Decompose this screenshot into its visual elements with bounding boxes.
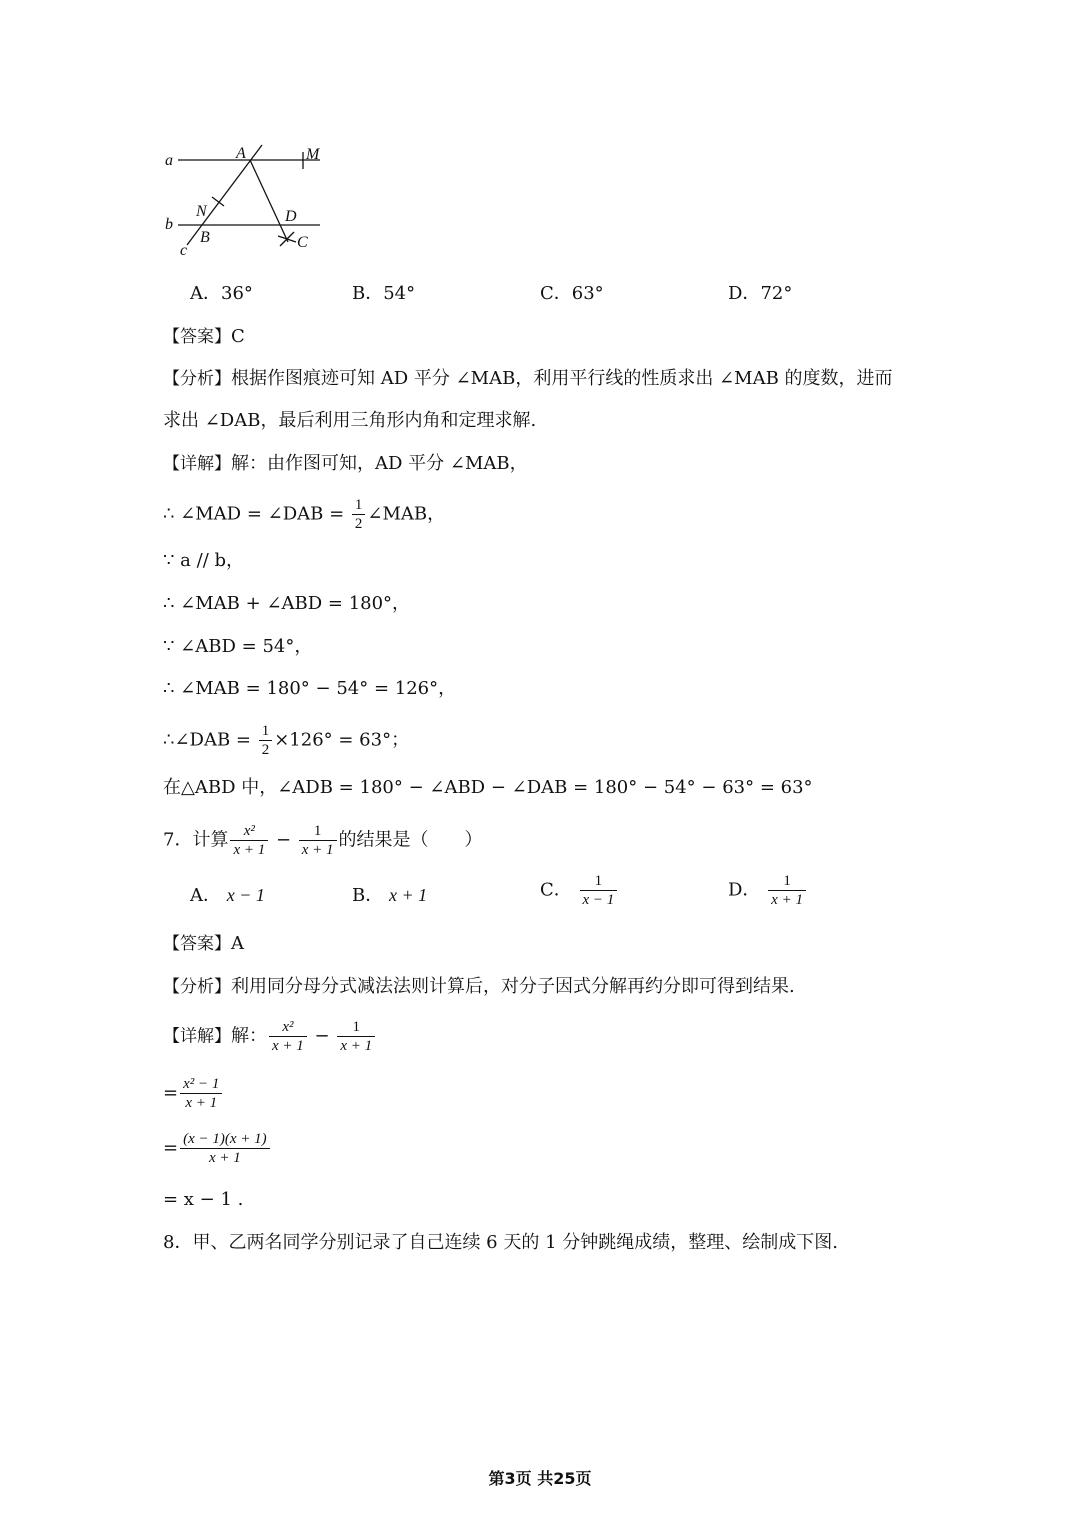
option-letter: C． — [540, 283, 572, 304]
option-letter: A． — [190, 283, 221, 304]
q6-step2: ∵ a // b， — [163, 550, 244, 571]
denominator: 2 — [354, 516, 363, 532]
q7-analysis — [163, 975, 795, 999]
q6-analysis-line1 — [163, 367, 893, 391]
fraction — [259, 722, 273, 759]
denominator: x + 1 — [185, 1095, 218, 1111]
q7-eq2: = $\frac{(x - 1)(x + 1)}{x + 1}$ — [163, 1130, 272, 1167]
fraction — [180, 1075, 222, 1112]
segment-ad — [250, 160, 288, 242]
label-c: c — [180, 242, 188, 259]
numerator: 1 — [337, 1018, 375, 1037]
detail-text: 解： — [231, 1025, 267, 1047]
label-M: M — [306, 146, 320, 163]
denominator: x + 1 — [208, 1150, 241, 1166]
numerator: 1 — [580, 872, 618, 891]
q6-step6 — [163, 722, 409, 759]
option-value: 36° — [221, 283, 253, 304]
denominator: 2 — [261, 742, 270, 758]
analysis-text: 利用同分母分式减法法则计算后，对分子因式分解再约分即可得到结果. — [231, 976, 795, 997]
label-B: B — [200, 229, 210, 246]
fraction — [580, 872, 618, 909]
q7-answer — [163, 932, 244, 956]
numerator: 1 — [299, 822, 337, 841]
analysis-text: 根据作图痕迹可知 AD 平分 ∠MAB，利用平行线的性质求出 ∠MAB 的度数，进而 — [231, 368, 893, 389]
option-letter: B． — [352, 283, 384, 304]
label-D: D — [285, 208, 297, 225]
label-a: a — [165, 152, 173, 169]
answer-value: C — [231, 326, 245, 347]
numerator: 1 — [352, 496, 366, 515]
numerator: x² − 1 — [180, 1075, 222, 1094]
fraction — [180, 1130, 270, 1167]
fraction — [352, 496, 366, 533]
geometry-figure — [160, 140, 330, 260]
option-value: 63° — [571, 283, 604, 304]
q6-option-d — [728, 282, 792, 306]
minus-sign: − — [308, 1025, 336, 1047]
question-number: 7．计算 — [163, 829, 229, 851]
fraction — [337, 1018, 375, 1055]
q6-step1 — [163, 496, 445, 533]
option-letter: A． — [190, 885, 221, 906]
denominator: x + 1 — [233, 842, 266, 858]
option-value: 54° — [383, 283, 416, 304]
answer-tag: 【答案】 — [163, 934, 231, 954]
q7-option-d — [728, 872, 808, 909]
answer-tag: 【答案】 — [163, 327, 231, 347]
q6-answer — [163, 325, 245, 349]
option-value: x − 1 — [226, 885, 265, 905]
numerator: x² — [269, 1018, 307, 1037]
denominator: x + 1 — [272, 1038, 304, 1054]
q8-stem: 8．甲、乙两名同学分别记录了自己连续 6 天的 1 分钟跳绳成绩，整理、绘制成下图. — [163, 1232, 838, 1253]
option-value: 72° — [760, 283, 793, 304]
fraction — [768, 872, 806, 909]
question-text: 的结果是（ ） — [338, 829, 483, 851]
option-letter: D． — [728, 879, 761, 901]
denominator: x + 1 — [301, 842, 334, 858]
option-letter: C． — [540, 879, 572, 901]
q7-eq3: = x − 1 . — [163, 1189, 244, 1210]
analysis-tag: 【分析】 — [163, 369, 231, 389]
detail-text: 解：由作图可知，AD 平分 ∠MAB， — [231, 453, 528, 474]
numerator: x² — [230, 822, 268, 841]
option-value: x + 1 — [388, 885, 428, 905]
numerator: 1 — [768, 872, 806, 891]
q7-eq1: = $\frac{\text{x² − 1}}{x + 1}$ — [163, 1075, 224, 1112]
q6-step5: ∴ ∠MAB = 180° − 54° = 126°， — [163, 678, 457, 699]
fraction — [230, 822, 268, 859]
denominator: x + 1 — [340, 1038, 373, 1054]
q7-option-a — [190, 883, 265, 908]
q7-option-c — [540, 872, 619, 909]
page-footer: 第3页 共25页 — [488, 1469, 592, 1488]
label-N: N — [196, 203, 207, 220]
q6-step3: ∴ ∠MAB + ∠ABD = 180°， — [163, 593, 411, 614]
step-text: ∴∠DAB = — [163, 729, 257, 751]
q7-stem — [163, 822, 483, 859]
numerator: (x − 1)(x + 1) — [180, 1130, 270, 1149]
step-text: ∴ ∠MAD = ∠DAB = — [163, 503, 350, 525]
option-letter: D． — [728, 283, 761, 304]
answer-value: A — [231, 933, 244, 954]
arc-mark-c2 — [280, 232, 294, 246]
label-A: A — [236, 145, 246, 162]
fraction — [269, 1018, 307, 1055]
step-text: ∠MAB， — [367, 503, 446, 525]
minus-sign: − — [270, 829, 297, 851]
q6-step4: ∵ ∠ABD = 54°， — [163, 636, 313, 657]
q6-analysis-line2: 求出 ∠DAB，最后利用三角形内角和定理求解. — [163, 410, 537, 431]
denominator: x − 1 — [582, 892, 615, 908]
detail-tag: 【详解】 — [163, 1026, 231, 1047]
analysis-tag: 【分析】 — [163, 977, 231, 997]
denominator: x + 1 — [771, 892, 803, 908]
q6-option-c — [540, 282, 604, 306]
q6-step7: 在△ABD 中，∠ADB = 180° − ∠ABD − ∠DAB = 180° − 54° − 63° = 63° — [163, 777, 813, 798]
numerator: 1 — [259, 722, 273, 741]
option-letter: B． — [352, 885, 384, 906]
q6-option-a — [190, 282, 253, 306]
fraction — [299, 822, 337, 859]
q6-detail-line1 — [163, 452, 528, 476]
q7-detail — [163, 1018, 377, 1055]
label-C: C — [297, 234, 308, 251]
label-b: b — [165, 216, 173, 233]
step-text: ×126° = 63°； — [274, 729, 410, 751]
q7-option-b — [352, 883, 427, 908]
q6-option-b — [352, 282, 415, 306]
detail-tag: 【详解】 — [163, 454, 231, 474]
